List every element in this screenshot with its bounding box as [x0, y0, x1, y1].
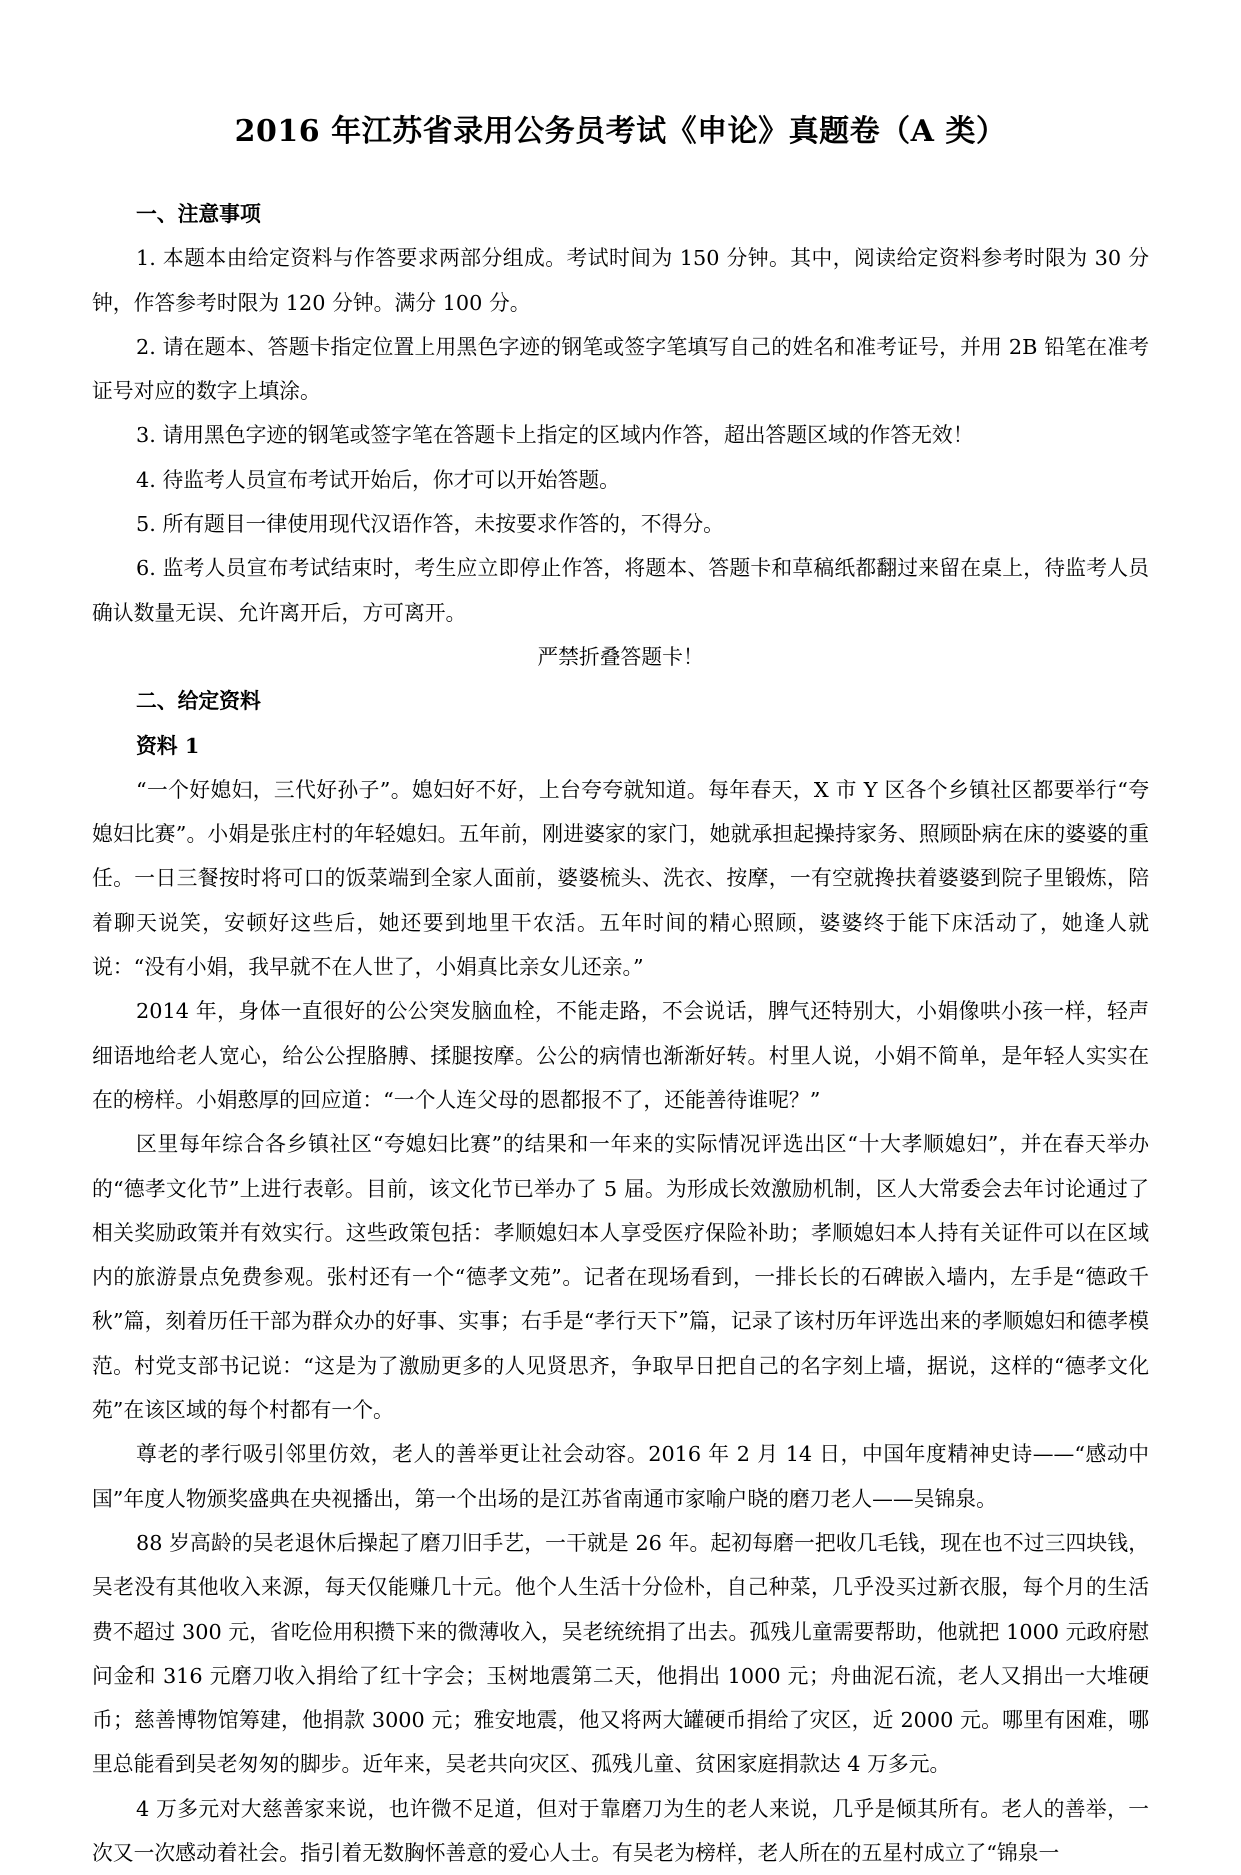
notice-warning: 严禁折叠答题卡！: [537, 644, 704, 669]
notice-item: 4. 待监考人员宣布考试开始后，你才可以开始答题。: [136, 467, 620, 492]
materials-heading: 二、给定资料: [136, 688, 261, 714]
material-1-heading: 资料 1: [136, 732, 200, 758]
material-paragraph: “一个好媳妇，三代好孙子”。媳妇好不好，上台夸夸就知道。每年春天，X 市 Y 区各个乡镇社区都要举行“夸媳妇比赛”。小娟是张庄村的年轻媳妇。五年前，刚进婆家的家门，她就承担起操持家务、照顾卧病在床的婆婆的重任。一日三餐按时将可口的饭菜端到全家人面前，婆婆梳头、洗衣、按摩，一有空就搀扶着婆婆到院子里锻炼，陪着聊天说笑，安顿好这些后，她还要到地里干农活。五年时间的精心照顾，婆婆终于能下床活动了，她逢人就说：“没有小娟，我早就不在人世了，小娟真比亲女儿还亲。”: [92, 777, 1149, 980]
notice-heading: 一、注意事项: [136, 201, 261, 226]
notice-item: 6. 监考人员宣布考试结束时，考生应立即停止作答，将题本、答题卡和草稿纸都翻过来留在桌上，待监考人员确认数量无误、允许离开后，方可离开。: [92, 556, 1149, 625]
notice-item: 2. 请在题本、答题卡指定位置上用黑色字迹的钢笔或签字笔填写自己的姓名和准考证号，并用 2B 铅笔在准考证号对应的数字上填涂。: [92, 334, 1149, 404]
material-paragraph: 2014 年，身体一直很好的公公突发脑血栓，不能走路，不会说话，脾气还特别大，小娟像哄小孩一样，轻声细语地给老人宽心，给公公捏胳膊、揉腿按摩。公公的病情也渐渐好转。村里人说，小娟不简单，是年轻人实实在在的榜样。小娟憨厚的回应道：“一个人连父母的恩都报不了，还能善待谁呢？”: [92, 999, 1149, 1112]
material-paragraph: 尊老的孝行吸引邻里仿效，老人的善举更让社会动容。2016 年 2 月 14 日，中国年度精神史诗——“感动中国”年度人物颁奖盛典在央视播出，第一个出场的是江苏省南通市家喻户晓的磨刀老人——吴锦泉。: [92, 1442, 1149, 1511]
document-title: 2016 年江苏省录用公务员考试《申论》真题卷（A 类）: [234, 114, 1007, 149]
notice-item: 5. 所有题目一律使用现代汉语作答，未按要求作答的，不得分。: [136, 512, 724, 537]
material-paragraph: 88 岁高龄的吴老退休后操起了磨刀旧手艺，一干就是 26 年。起初每磨一把收几毛钱，现在也不过三四块钱，吴老没有其他收入来源，每天仅能赚几十元。他个人生活十分俭朴，自己种菜，几乎没买过新衣服，每个月的生活费不超过 300 元，省吃俭用积攒下来的微薄收入，吴老统统捐了出去。孤残儿童需要帮助，他就把 1000 元政府慰问金和 316 元磨刀收入捐给了红十字会；玉树地震第二天，他捐出 1000 元；舟曲泥石流，老人又捐出一大堆硬币；慈善博物馆筹建，他捐款 3000 元；雅安地震，他又将两大罐硬币捐给了灾区，近 2000 元。哪里有困难，哪里总能看到吴老匆匆的脚步。近年来，吴老共向灾区、孤残儿童、贫困家庭捐款达 4 万多元。: [92, 1530, 1149, 1777]
material-paragraph: 区里每年综合各乡镇社区“夸媳妇比赛”的结果和一年来的实际情况评选出区“十大孝顺媳妇”，并在春天举办的“德孝文化节”上进行表彰。目前，该文化节已举办了 5 届。为形成长效激励机制，区人大常委会去年讨论通过了相关奖励政策并有效实行。这些政策包括：孝顺媳妇本人享受医疗保险补助；孝顺媳妇本人持有关证件可以在区域内的旅游景点免费参观。张村还有一个“德孝文苑”。记者在现场看到，一排长长的石碑嵌入墙内，左手是“德政千秋”篇，刻着历任干部为群众办的好事、实事；右手是“孝行天下”篇，记录了该村历年评选出来的孝顺媳妇和德孝模范。村党支部书记说：“这是为了激励更多的人见贤思齐，争取早日把自己的名字刻上墙，据说，这样的“德孝文化苑”在该区域的每个村都有一个。: [92, 1132, 1149, 1423]
notice-item: 1. 本题本由给定资料与作答要求两部分组成。考试时间为 150 分钟。其中，阅读给定资料参考时限为 30 分钟，作答参考时限为 120 分钟。满分 100 分。: [92, 246, 1149, 315]
material-paragraph: 4 万多元对大慈善家来说，也许微不足道，但对于靠磨刀为生的老人来说，几乎是倾其所有。老人的善举，一次又一次感动着社会。指引着无数胸怀善意的爱心人士。有吴老为榜样，老人所在的五星村成立了“锦泉一: [92, 1796, 1149, 1865]
notice-item: 3. 请用黑色字迹的钢笔或签字笔在答题卡上指定的区域内作答，超出答题区域的作答无效！: [136, 423, 974, 448]
document-body: [92, 192, 1149, 1875]
